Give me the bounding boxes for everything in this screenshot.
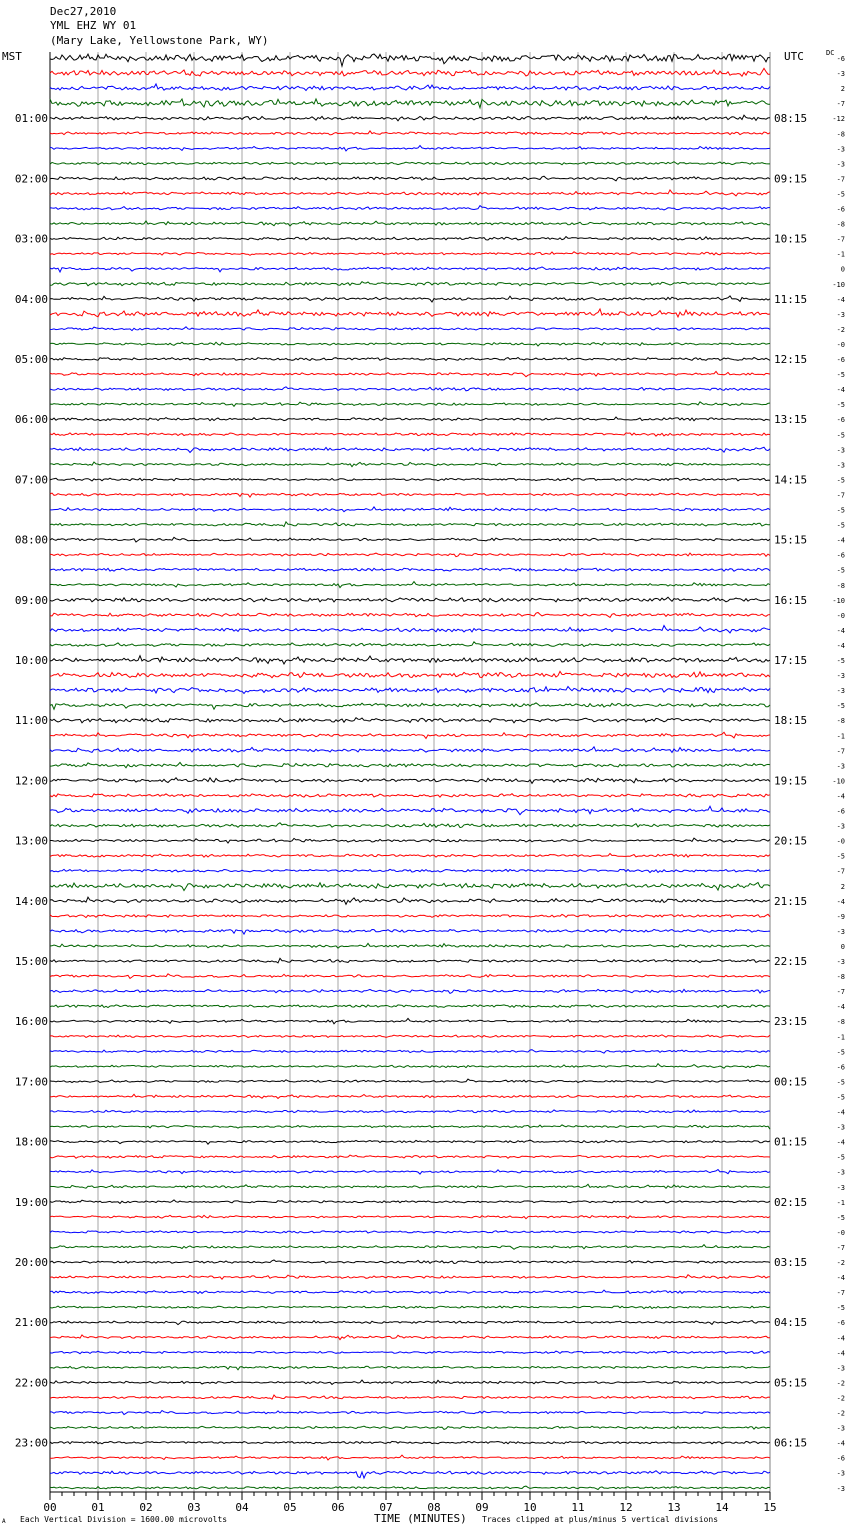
seismic-trace [50,190,770,196]
dc-offset-value: -8 [836,973,845,982]
x-tick-label: 01 [91,1501,105,1514]
mst-hour-label: 08:00 [14,533,48,547]
mst-hour-label: 09:00 [14,593,48,607]
dc-offset-value: -4 [836,386,845,395]
dc-offset-value: -4 [836,1439,845,1448]
seismic-trace [50,582,770,588]
dc-offset-value: -6 [836,55,845,63]
utc-hour-label: 01:15 [774,1135,808,1149]
seismic-trace [50,613,770,618]
dc-offset-value: -3 [836,446,845,455]
seismic-trace [50,1366,770,1370]
seismic-trace [50,1486,770,1489]
seismic-trace [50,854,770,858]
seismic-trace [50,568,770,571]
dc-offset-value: -4 [836,626,845,635]
seismic-trace [50,162,770,165]
dc-offset-value: -3 [836,927,845,936]
dc-offset-value: -5 [836,566,845,575]
dc-offset-value: -9 [836,912,845,921]
dc-offset-value: -10 [832,777,845,786]
seismic-trace [50,703,770,709]
dc-offset-value: -8 [836,220,845,229]
seismic-trace [50,1005,770,1008]
seismic-trace [50,642,770,647]
seismic-trace [50,237,770,240]
seismic-trace [50,732,770,738]
dc-offset-value: -5 [836,506,845,515]
dc-offset-value: 2 [840,85,845,94]
utc-hour-label: 18:15 [774,714,808,728]
seismic-trace [50,1079,770,1082]
seismic-trace [50,794,770,797]
mst-hour-label: 22:00 [14,1376,48,1390]
seismic-trace [50,656,770,664]
dc-offset-value: -8 [836,1018,845,1027]
seismic-trace [50,687,770,694]
dc-offset-value: -5 [836,401,845,410]
dc-offset-value: -5 [836,1048,845,1057]
utc-hour-label: 15:15 [774,533,808,547]
x-axis-title: TIME (MINUTES) [374,1512,467,1525]
seismic-trace [50,282,770,286]
seismic-trace [50,507,770,512]
dc-offset-value: -5 [836,521,845,530]
utc-axis-title: UTC [784,50,804,63]
mst-hour-label: 23:00 [14,1436,48,1450]
seismic-trace [50,1110,770,1113]
dc-offset-value: -7 [836,175,845,184]
x-tick-label: 00 [43,1501,57,1514]
x-tick-label: 11 [571,1501,585,1514]
utc-hour-label: 17:15 [774,654,808,667]
seismic-trace [50,1455,770,1460]
seismic-trace [50,447,770,452]
clip-note: Traces clipped at plus/minus 5 vertical divisions [482,1515,719,1524]
dc-offset-value: -3 [836,687,845,696]
dc-offset-value: -6 [836,1063,845,1072]
utc-hour-label: 20:15 [774,834,808,848]
seismic-trace [50,823,770,828]
mst-hour-label: 18:00 [14,1135,48,1149]
dc-offset-value: -4 [836,536,845,545]
dc-offset-value: -7 [836,100,845,109]
utc-hour-label: 08:15 [774,112,808,126]
seismic-trace [50,252,770,256]
mst-hour-label: 12:00 [14,774,48,788]
seismic-trace [50,1094,770,1098]
seismic-trace [50,1231,770,1233]
mst-hour-label: 21:00 [14,1316,48,1330]
x-tick-label: 05 [283,1501,297,1514]
x-tick-label: 03 [187,1501,201,1514]
seismic-trace [50,989,770,993]
seismic-trace [50,1441,770,1443]
seismic-trace [50,1321,770,1325]
x-tick-label: 04 [235,1501,249,1514]
seismic-trace [50,1306,770,1309]
dc-offset-value: -3 [836,1424,845,1433]
dc-offset-value: -3 [836,1484,845,1493]
dc-offset-value: -7 [836,1289,845,1298]
dc-offset-value: -5 [836,431,845,440]
utc-hour-label: 06:15 [774,1436,808,1450]
seismic-trace [50,1170,770,1175]
mst-hour-label: 07:00 [14,473,48,487]
seismic-trace [50,838,770,843]
plot-date: Dec27,2010 [50,5,117,18]
x-tick-label: 08 [427,1501,441,1514]
seismic-trace [50,1050,770,1053]
dc-offset-value: -7 [836,235,845,244]
seismic-trace [50,342,770,346]
seismic-trace [50,1260,770,1264]
dc-offset-value: -5 [836,1078,845,1087]
dc-offset-value: -7 [836,988,845,997]
dc-offset-value: -5 [836,1304,845,1313]
dc-offset-value: -3 [836,1364,845,1373]
seismic-trace [50,1380,770,1384]
dc-offset-value: -4 [836,792,845,801]
dc-offset-value: -0 [836,837,845,846]
seismic-trace [50,597,770,602]
dc-offset-value: -4 [836,1108,845,1117]
dc-offset-value: -7 [836,867,845,876]
seismic-trace [50,387,770,391]
seismic-trace [50,54,770,66]
dc-offset-value: -10 [832,280,845,289]
dc-offset-value: -3 [836,1469,845,1478]
seismic-trace [50,267,770,272]
dc-offset-value: -12 [832,115,845,124]
utc-hour-label: 13:15 [774,413,808,427]
dc-offset-value: -6 [836,551,845,560]
dc-offset-value: -6 [836,356,845,364]
mst-hour-label: 01:00 [14,112,48,126]
seismic-trace [50,206,770,210]
seismic-trace [50,553,770,557]
seismic-trace [50,1290,770,1293]
station-location: (Mary Lake, Yellowstone Park, WY) [50,34,269,47]
seismic-trace [50,1035,770,1038]
dc-offset-value: -1 [836,250,845,259]
dc-offset-value: -5 [836,1093,845,1102]
seismic-trace [50,1018,770,1023]
seismic-trace [50,462,770,467]
dc-offset-value: -3 [836,1123,845,1132]
seismic-trace [50,974,770,979]
utc-hour-label: 22:15 [774,955,808,968]
seismic-trace [50,914,770,917]
dc-offset-value: -5 [836,190,845,199]
dc-offset-value: -7 [836,1243,845,1252]
seismic-trace [50,146,770,151]
seismic-trace [50,1245,770,1250]
dc-offset-value: -3 [836,1168,845,1177]
dc-offset-value: -2 [836,1259,845,1267]
mst-hour-label: 19:00 [14,1195,48,1209]
scale-note: Each Vertical Division = 1600.00 microvolts [20,1515,228,1524]
dc-offset-value: -3 [836,70,845,79]
dc-offset-value: -6 [836,1454,845,1463]
dc-offset-value: -0 [836,611,845,620]
dc-offset-value: -3 [836,461,845,470]
utc-hour-label: 02:15 [774,1195,808,1209]
mst-hour-label: 03:00 [14,232,48,246]
dc-offset-value: 0 [840,942,845,951]
dc-offset-value: -5 [836,371,845,380]
utc-hour-label: 11:15 [774,292,808,306]
seismic-trace [50,68,770,76]
dc-offset-value: -6 [836,1319,845,1328]
dc-offset-value: -6 [836,416,845,425]
seismic-trace [50,221,770,226]
dc-offset-value: -2 [836,325,845,334]
seismic-trace [50,1411,770,1415]
dc-offset-value: -10 [832,596,845,605]
seismic-trace [50,433,770,436]
x-tick-label: 13 [667,1501,681,1514]
dc-offset-value: 0 [840,265,845,274]
dc-offset-value: -2 [836,1379,845,1388]
dc-offset-value: -3 [836,160,845,169]
seismic-trace [50,1471,770,1478]
dc-offset-value: -4 [836,897,845,906]
x-tick-label: 09 [475,1501,489,1514]
dc-offset-value: -8 [836,130,845,139]
dc-offset-value: -1 [836,732,845,741]
seismic-trace [50,806,770,814]
seismic-trace [50,1335,770,1340]
utc-hour-label: 10:15 [774,232,808,246]
seismic-trace [50,747,770,753]
dc-offset-value: -5 [836,657,845,665]
dc-offset-value: -4 [836,1138,845,1147]
dc-offset-value: -1 [836,1198,845,1207]
dc-offset-value: -4 [836,1274,845,1283]
x-tick-label: 10 [523,1501,537,1514]
seismic-trace [50,1184,770,1188]
seismic-trace [50,131,770,135]
seismic-trace [50,958,770,963]
dc-offset-value: -3 [836,958,845,966]
utc-hour-label: 04:15 [774,1316,808,1330]
x-tick-label: 15 [763,1501,777,1514]
axis-labels [15,55,845,1514]
dc-offset-value: -5 [836,1213,845,1222]
utc-hour-label: 19:15 [774,774,808,788]
seismic-trace [50,537,770,542]
dc-offset-value: -0 [836,1228,845,1237]
mst-hour-label: 04:00 [14,292,48,306]
seismic-trace [50,1426,770,1429]
seismic-trace [50,1351,770,1354]
dc-offset-value: -1 [836,1033,845,1042]
seismic-trace [50,762,770,767]
seismic-trace [50,1395,770,1399]
mst-hour-label: 13:00 [14,834,48,848]
seismic-trace [50,1215,770,1218]
dc-offset-value: -6 [836,205,845,214]
dc-offset-value: -3 [836,145,845,154]
mst-hour-label: 14:00 [14,894,48,908]
mst-hour-label: 06:00 [14,413,48,427]
dc-offset-value: -8 [836,581,845,590]
dc-offset-value: -0 [836,340,845,349]
seismic-trace [50,296,770,302]
utc-hour-label: 00:15 [774,1075,808,1089]
seismic-trace [50,718,770,723]
dc-offset-value: -4 [836,295,845,304]
dc-offset-value: -5 [836,852,845,861]
dc-offset-value: -5 [836,702,845,711]
dc-offset-value: -3 [836,762,845,771]
dc-offset-value: -6 [836,807,845,816]
mst-hour-label: 15:00 [14,955,48,968]
mst-hour-label: 10:00 [14,654,48,667]
seismic-trace [50,84,770,91]
dc-offset-value: -4 [836,1349,845,1358]
mst-hour-label: 17:00 [14,1075,48,1089]
seismic-trace [50,1125,770,1129]
utc-hour-label: 09:15 [774,172,808,186]
dc-offset-value: -3 [836,822,845,831]
seismic-trace [50,626,770,633]
dc-offset-value: -5 [836,1153,845,1162]
seismic-trace [50,309,770,317]
seismic-trace [50,176,770,181]
seismic-trace [50,778,770,784]
dc-offset-value: -4 [836,1334,845,1343]
dc-offset-value: -4 [836,641,845,650]
seismic-trace [50,417,770,421]
seismic-trace [50,358,770,361]
seismic-trace [50,371,770,376]
seismic-trace [50,1200,770,1204]
seismic-trace [50,522,770,527]
utc-hour-label: 16:15 [774,593,808,607]
station-code: YML EHZ WY 01 [50,19,137,32]
dc-offset-value: -2 [836,1394,845,1403]
mst-hour-label: 11:00 [14,714,48,728]
utc-hour-label: 12:15 [774,353,808,366]
dc-offset-value: -2 [836,1409,845,1418]
dc-column-title: DC [826,49,835,57]
corner-mark: A [2,1518,6,1525]
seismic-trace [50,115,770,121]
mst-hour-label: 20:00 [14,1256,48,1269]
mst-hour-label: 05:00 [14,353,48,366]
utc-hour-label: 05:15 [774,1376,808,1390]
mst-hour-label: 02:00 [14,172,48,186]
x-tick-label: 06 [331,1501,345,1514]
dc-offset-value: -7 [836,747,845,756]
x-tick-label: 07 [379,1501,393,1514]
dc-offset-value: -3 [836,1183,845,1192]
seismic-trace [50,883,770,891]
dc-offset-value: -3 [836,310,845,319]
dc-offset-value: -7 [836,491,845,500]
x-tick-label: 12 [619,1501,633,1514]
dc-offset-value: -4 [836,1003,845,1012]
seismic-trace [50,869,770,872]
mst-hour-label: 16:00 [14,1015,48,1029]
seismic-trace [50,671,770,677]
x-tick-label: 14 [715,1501,729,1514]
utc-hour-label: 03:15 [774,1256,808,1269]
dc-offset-value: -3 [836,672,845,681]
dc-offset-value: -8 [836,717,845,726]
seismic-traces [50,54,770,1490]
dc-offset-value: -5 [836,476,845,485]
seismic-trace [50,943,770,948]
seismic-trace [50,1140,770,1144]
seismic-trace [50,478,770,481]
utc-hour-label: 21:15 [774,894,808,908]
utc-hour-label: 14:15 [774,473,808,487]
seismic-trace [50,402,770,407]
x-tick-label: 02 [139,1501,153,1514]
dc-offset-value: 2 [840,882,845,891]
seismic-trace [50,1064,770,1069]
utc-hour-label: 23:15 [774,1015,808,1029]
mst-axis-title: MST [2,50,22,63]
seismic-trace [50,327,770,331]
seismic-trace [50,493,770,497]
seismic-trace [50,897,770,904]
seismic-trace [50,929,770,934]
seismic-trace [50,1155,770,1158]
seismic-trace [50,1275,770,1280]
seismic-trace [50,99,770,108]
